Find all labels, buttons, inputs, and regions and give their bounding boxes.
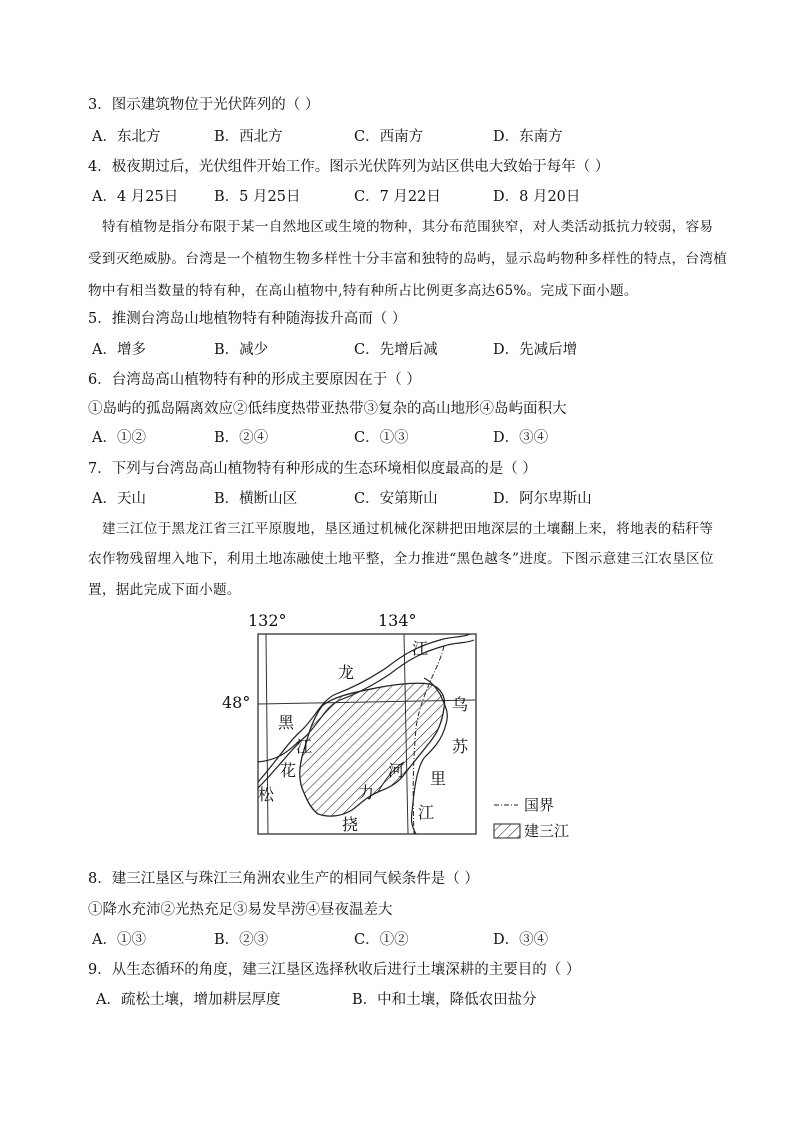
passage2-line-1: 建三江位于黑龙江省三江平原腹地，垦区通过机械化深耕把田地深层的土壤翻上来，将地表的秸秆等 bbox=[102, 521, 714, 537]
q5-option-b: B．减少 bbox=[214, 342, 269, 358]
q4-option-d: D．8 月20日 bbox=[493, 189, 581, 205]
q8-option-b: B．②③ bbox=[214, 932, 269, 948]
q4-option-b: B．5 月25日 bbox=[214, 189, 301, 205]
q7-option-d: D．阿尔卑斯山 bbox=[493, 491, 592, 507]
map-label-hua: 花 bbox=[280, 761, 297, 780]
q5-option-a: A．增多 bbox=[92, 342, 146, 358]
question-8-stem: 8．建三江垦区与珠江三角洲农业生产的相同气候条件是（ ） bbox=[88, 871, 479, 887]
jiansanjiang-map bbox=[218, 612, 598, 848]
q6-option-d: D．③④ bbox=[493, 430, 549, 446]
passage2-line-2: 农作物残留埋入地下，利用土地冻融使土地平整，全力推进“黑色越冬”进度。下图示意建三江农垦区位 bbox=[88, 551, 714, 567]
map-label-jiang-north: 江 bbox=[412, 639, 429, 658]
map-label-nao: 挠 bbox=[342, 815, 359, 834]
songhua-river bbox=[258, 740, 300, 762]
lon-134-label: 134° bbox=[378, 611, 417, 630]
q8-option-c: C．①② bbox=[354, 932, 409, 948]
q8-option-d: D．③④ bbox=[493, 932, 549, 948]
q6-option-b: B．②④ bbox=[214, 430, 269, 446]
lat-48-label: 48° bbox=[222, 693, 251, 712]
map-label-wu: 乌 bbox=[452, 695, 469, 714]
question-6-stem: 6．台湾岛高山植物特有种的形成主要原因在于（ ） bbox=[88, 372, 421, 388]
question-4-stem: 4．极夜期过后，光伏组件开始工作。图示光伏阵列为站区供电大致始于每年（ ） bbox=[88, 159, 610, 175]
map-label-hei: 黑 bbox=[278, 713, 295, 732]
q3-option-a: A．东北方 bbox=[92, 129, 161, 145]
q6-option-a: A．①② bbox=[92, 430, 146, 446]
q3-option-c: C．西南方 bbox=[354, 129, 424, 145]
lon-132-label: 132° bbox=[248, 611, 287, 630]
q7-option-a: A．天山 bbox=[92, 491, 146, 507]
question-6-statements: ①岛屿的孤岛隔离效应②低纬度热带亚热带③复杂的高山地形④岛屿面积大 bbox=[88, 401, 567, 417]
map-label-jiang-west: 江 bbox=[296, 737, 313, 756]
q5-option-d: D．先减后增 bbox=[493, 342, 578, 358]
passage1-line-2: 受到灭绝威胁。台湾是一个植物生物多样性十分丰富和独特的岛屿，显示岛屿物种多样性的特点，台湾植 bbox=[88, 251, 728, 267]
question-3-stem: 3．图示建筑物位于光伏阵列的（ ） bbox=[88, 97, 320, 113]
meridian-132 bbox=[266, 634, 268, 834]
q8-option-a: A．①③ bbox=[92, 932, 146, 948]
map-label-su: 苏 bbox=[452, 737, 469, 756]
q4-option-a: A．4 月25日 bbox=[92, 189, 179, 205]
map-label-song: 松 bbox=[258, 785, 275, 804]
legend-area-symbol bbox=[494, 824, 520, 838]
passage2-line-3: 置，据此完成下面小题。 bbox=[88, 582, 241, 598]
legend-border-label: 国界 bbox=[524, 796, 555, 814]
question-9-stem: 9．从生态循环的角度，建三江垦区选择秋收后进行土壤深耕的主要目的（ ） bbox=[88, 962, 581, 978]
map-label-li: 里 bbox=[430, 769, 447, 788]
q7-option-b: B．横断山区 bbox=[214, 491, 298, 507]
map-label-li-force: 力 bbox=[358, 783, 375, 802]
legend-area-label: 建三江 bbox=[524, 822, 570, 840]
q6-option-c: C．①③ bbox=[354, 430, 409, 446]
q4-option-c: C．7 月22日 bbox=[354, 189, 441, 205]
question-5-stem: 5．推测台湾岛山地植物特有种随海拔升高而（ ） bbox=[88, 311, 407, 327]
q3-option-b: B．西北方 bbox=[214, 129, 283, 145]
map-label-long: 龙 bbox=[338, 663, 355, 682]
question-7-stem: 7．下列与台湾岛高山植物特有种形成的生态环境相似度最高的是（ ） bbox=[88, 461, 537, 477]
q9-option-a: A．疏松土壤，增加耕层厚度 bbox=[96, 992, 281, 1008]
passage1-line-1: 特有植物是指分布限于某一自然地区或生境的物种，其分布范围狭窄，对人类活动抵抗力较弱，容易 bbox=[102, 219, 714, 235]
q9-option-b: B．中和土壤，降低农田盐分 bbox=[352, 992, 537, 1008]
q5-option-c: C．先增后减 bbox=[354, 342, 438, 358]
q3-option-d: D．东南方 bbox=[493, 129, 563, 145]
q7-option-c: C．安第斯山 bbox=[354, 491, 438, 507]
question-8-statements: ①降水充沛②光热充足③易发旱涝④昼夜温差大 bbox=[88, 902, 393, 918]
passage1-line-3: 物中有相当数量的特有种，在高山植物中,特有种所占比例更多高达65%。完成下面小题。 bbox=[88, 283, 638, 299]
map-label-jiang-east: 江 bbox=[418, 803, 435, 822]
map-label-he: 河 bbox=[388, 761, 405, 780]
